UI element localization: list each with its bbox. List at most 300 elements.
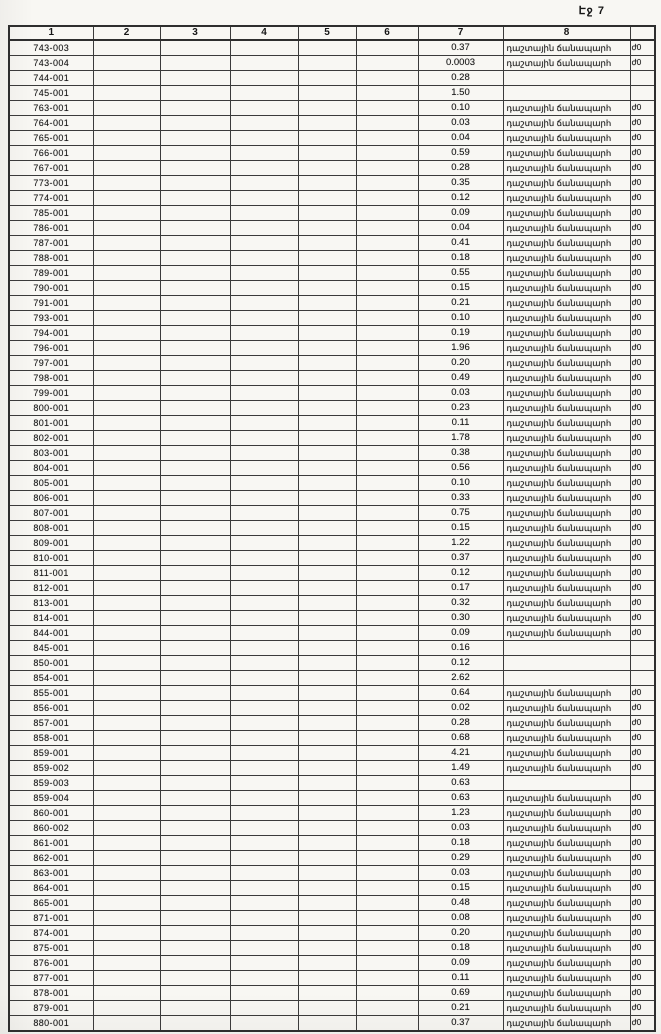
empty-cell [93,386,160,401]
edge-marker-cell: ժ0 [630,611,655,626]
parcel-code-cell: 804-001 [9,461,93,476]
empty-cell [230,686,298,701]
empty-cell [298,821,356,836]
edge-marker-cell: ժ0 [630,686,655,701]
empty-cell [356,596,418,611]
table-row [9,266,655,281]
empty-cell [160,446,230,461]
parcel-code-cell: 845-001 [9,641,93,656]
table-row [9,791,655,806]
empty-cell [230,896,298,911]
parcel-code-cell: 763-001 [9,101,93,116]
land-use-cell: դաշտային ճանապարհ [503,266,630,281]
table-row [9,761,655,776]
empty-cell [230,626,298,641]
area-value-cell: 0.03 [418,866,503,881]
edge-marker-cell: ժ0 [630,206,655,221]
empty-cell [93,671,160,686]
empty-cell [93,956,160,971]
empty-cell [93,611,160,626]
land-use-cell: դաշտային ճանապարհ [503,686,630,701]
area-value-cell: 0.11 [418,416,503,431]
area-value-cell: 1.96 [418,341,503,356]
empty-cell [298,671,356,686]
parcel-code-cell: 862-001 [9,851,93,866]
area-value-cell: 0.32 [418,596,503,611]
empty-cell [93,821,160,836]
table-row [9,341,655,356]
empty-cell [93,341,160,356]
parcel-code-cell: 789-001 [9,266,93,281]
land-use-cell: դաշտային ճանապարհ [503,101,630,116]
empty-cell [160,506,230,521]
parcel-code-cell: 744-001 [9,71,93,86]
empty-cell [160,191,230,206]
empty-cell [356,356,418,371]
empty-cell [160,281,230,296]
empty-cell [298,311,356,326]
empty-cell [356,86,418,101]
parcel-code-cell: 808-001 [9,521,93,536]
empty-cell [356,131,418,146]
edge-marker-cell: ժ0 [630,431,655,446]
empty-cell [160,461,230,476]
area-value-cell: 0.10 [418,311,503,326]
edge-marker-cell: ժ0 [630,266,655,281]
empty-cell [356,236,418,251]
empty-cell [230,866,298,881]
area-value-cell: 0.0003 [418,56,503,71]
edge-marker-cell: ժ0 [630,791,655,806]
parcel-code-cell: 858-001 [9,731,93,746]
empty-cell [356,776,418,791]
empty-cell [298,971,356,986]
parcel-code-cell: 745-001 [9,86,93,101]
table-body [9,40,655,1031]
table-row [9,221,655,236]
edge-marker-cell [630,656,655,671]
empty-cell [160,251,230,266]
empty-cell [160,926,230,941]
edge-marker-cell: ժ0 [630,356,655,371]
empty-cell [298,761,356,776]
parcel-code-cell: 788-001 [9,251,93,266]
empty-cell [356,251,418,266]
table-row [9,40,655,56]
empty-cell [93,536,160,551]
table-row [9,131,655,146]
empty-cell [356,146,418,161]
column-header-6: 6 [356,26,418,40]
land-use-cell: դաշտային ճանապարհ [503,491,630,506]
area-value-cell: 0.09 [418,626,503,641]
empty-cell [160,911,230,926]
land-use-cell: դաշտային ճանապարհ [503,476,630,491]
land-use-cell: դաշտային ճանապարհ [503,881,630,896]
empty-cell [93,971,160,986]
land-use-cell: դաշտային ճանապարհ [503,40,630,56]
land-use-cell: դաշտային ճանապարհ [503,146,630,161]
empty-cell [230,356,298,371]
land-use-cell: դաշտային ճանապարհ [503,791,630,806]
empty-cell [356,701,418,716]
empty-cell [93,761,160,776]
parcel-code-cell: 875-001 [9,941,93,956]
empty-cell [356,881,418,896]
land-use-cell: դաշտային ճանապարհ [503,236,630,251]
empty-cell [298,296,356,311]
column-header-4: 4 [230,26,298,40]
land-use-cell: դաշտային ճանապարհ [503,536,630,551]
empty-cell [230,701,298,716]
table-row [9,371,655,386]
parcel-code-cell: 864-001 [9,881,93,896]
empty-cell [230,716,298,731]
edge-marker-cell: ժ0 [630,881,655,896]
area-value-cell: 0.17 [418,581,503,596]
land-use-cell: դաշտային ճանապարհ [503,731,630,746]
empty-cell [230,86,298,101]
table-row [9,191,655,206]
empty-cell [298,701,356,716]
empty-cell [298,941,356,956]
empty-cell [93,281,160,296]
empty-cell [298,731,356,746]
table-row [9,506,655,521]
area-value-cell: 1.78 [418,431,503,446]
table-row [9,581,655,596]
land-use-cell: դաշտային ճանապարհ [503,986,630,1001]
empty-cell [93,731,160,746]
empty-cell [356,551,418,566]
land-use-cell: դաշտային ճանապարհ [503,341,630,356]
empty-cell [230,656,298,671]
empty-cell [160,776,230,791]
edge-marker-cell: ժ0 [630,986,655,1001]
empty-cell [230,461,298,476]
edge-marker-cell: ժ0 [630,716,655,731]
land-use-cell: դաշտային ճանապարհ [503,851,630,866]
empty-cell [160,626,230,641]
empty-cell [160,851,230,866]
empty-cell [298,131,356,146]
empty-cell [160,866,230,881]
empty-cell [93,236,160,251]
parcel-code-cell: 813-001 [9,596,93,611]
parcel-code-cell: 874-001 [9,926,93,941]
edge-marker-cell: ժ0 [630,536,655,551]
empty-cell [298,431,356,446]
edge-marker-cell: ժ0 [630,101,655,116]
empty-cell [230,596,298,611]
empty-cell [93,431,160,446]
edge-marker-cell: ժ0 [630,596,655,611]
empty-cell [298,791,356,806]
empty-cell [93,446,160,461]
parcel-code-cell: 791-001 [9,296,93,311]
empty-cell [230,326,298,341]
empty-cell [160,326,230,341]
empty-cell [356,431,418,446]
table-row [9,1016,655,1032]
parcel-code-cell: 854-001 [9,671,93,686]
area-value-cell: 0.03 [418,821,503,836]
empty-cell [230,566,298,581]
empty-cell [160,176,230,191]
empty-cell [356,626,418,641]
empty-cell [298,266,356,281]
table-row [9,311,655,326]
edge-marker-cell: ժ0 [630,116,655,131]
empty-cell [230,176,298,191]
empty-cell [356,956,418,971]
empty-cell [93,461,160,476]
empty-cell [298,176,356,191]
edge-marker-cell: ժ0 [630,941,655,956]
table-row [9,941,655,956]
empty-cell [298,86,356,101]
empty-cell [160,896,230,911]
empty-cell [160,101,230,116]
empty-cell [298,911,356,926]
parcel-code-cell: 766-001 [9,146,93,161]
parcel-code-cell: 786-001 [9,221,93,236]
empty-cell [298,866,356,881]
empty-cell [356,986,418,1001]
area-value-cell: 0.69 [418,986,503,1001]
parcel-code-cell: 765-001 [9,131,93,146]
empty-cell [93,911,160,926]
empty-cell [298,251,356,266]
empty-cell [93,641,160,656]
edge-marker-cell: ժ0 [630,521,655,536]
empty-cell [160,551,230,566]
parcel-code-cell: 850-001 [9,656,93,671]
table-row [9,701,655,716]
table-row [9,251,655,266]
empty-cell [160,356,230,371]
parcel-code-cell: 844-001 [9,626,93,641]
column-header-5: 5 [298,26,356,40]
parcel-code-cell: 860-001 [9,806,93,821]
edge-marker-cell [630,641,655,656]
empty-cell [356,1016,418,1032]
area-value-cell: 0.03 [418,116,503,131]
empty-cell [356,191,418,206]
edge-marker-cell: ժ0 [630,461,655,476]
empty-cell [230,431,298,446]
header-row [9,26,655,40]
land-use-cell: դաշտային ճանապարհ [503,836,630,851]
empty-cell [356,686,418,701]
empty-cell [356,386,418,401]
land-use-cell: դաշտային ճանապարհ [503,701,630,716]
empty-cell [160,881,230,896]
land-use-cell: դաշտային ճանապարհ [503,941,630,956]
empty-cell [160,791,230,806]
empty-cell [298,71,356,86]
empty-cell [93,746,160,761]
empty-cell [298,686,356,701]
parcel-code-cell: 863-001 [9,866,93,881]
table-row [9,731,655,746]
edge-marker-cell: ժ0 [630,386,655,401]
land-use-cell: դաշտային ճանապարհ [503,221,630,236]
empty-cell [230,266,298,281]
empty-cell [356,761,418,776]
empty-cell [230,161,298,176]
empty-cell [230,551,298,566]
empty-cell [298,401,356,416]
empty-cell [160,746,230,761]
parcel-code-cell: 799-001 [9,386,93,401]
empty-cell [160,386,230,401]
area-value-cell: 0.11 [418,971,503,986]
empty-cell [93,401,160,416]
edge-marker-cell: ժ0 [630,566,655,581]
land-use-cell [503,86,630,101]
empty-cell [230,761,298,776]
empty-cell [93,476,160,491]
empty-cell [298,746,356,761]
table-row [9,626,655,641]
land-parcel-table [8,25,656,1032]
empty-cell [230,836,298,851]
edge-marker-cell: ժ0 [630,971,655,986]
area-value-cell: 0.75 [418,506,503,521]
empty-cell [160,971,230,986]
empty-cell [298,476,356,491]
land-use-cell [503,656,630,671]
parcel-code-cell: 807-001 [9,506,93,521]
empty-cell [356,971,418,986]
empty-cell [230,476,298,491]
parcel-code-cell: 805-001 [9,476,93,491]
empty-cell [160,221,230,236]
area-value-cell: 0.04 [418,221,503,236]
empty-cell [298,356,356,371]
table-row [9,776,655,791]
empty-cell [230,491,298,506]
parcel-code-cell: 878-001 [9,986,93,1001]
empty-cell [356,821,418,836]
empty-cell [230,881,298,896]
empty-cell [230,611,298,626]
empty-cell [160,116,230,131]
table-row [9,821,655,836]
empty-cell [93,776,160,791]
empty-cell [160,686,230,701]
column-header-edge [630,26,655,40]
area-value-cell: 0.23 [418,401,503,416]
parcel-code-cell: 806-001 [9,491,93,506]
area-value-cell: 0.04 [418,131,503,146]
empty-cell [356,731,418,746]
empty-cell [160,1001,230,1016]
land-use-cell: դաշտային ճանապարհ [503,191,630,206]
table-row [9,686,655,701]
area-value-cell: 0.55 [418,266,503,281]
parcel-code-cell: 773-001 [9,176,93,191]
land-use-cell: դաշտային ճանապարհ [503,611,630,626]
parcel-code-cell: 855-001 [9,686,93,701]
table-row [9,836,655,851]
edge-marker-cell: ժ0 [630,581,655,596]
empty-cell [160,761,230,776]
land-use-cell: դաշտային ճանապարհ [503,326,630,341]
empty-cell [356,40,418,56]
edge-marker-cell [630,776,655,791]
parcel-code-cell: 856-001 [9,701,93,716]
area-value-cell: 0.10 [418,101,503,116]
table-row [9,956,655,971]
table-row [9,671,655,686]
table-row [9,446,655,461]
parcel-code-cell: 879-001 [9,1001,93,1016]
land-use-cell: դաշտային ճանապարհ [503,296,630,311]
empty-cell [160,401,230,416]
empty-cell [356,506,418,521]
area-value-cell: 0.59 [418,146,503,161]
table-row [9,161,655,176]
parcel-code-cell: 764-001 [9,116,93,131]
area-value-cell: 0.21 [418,296,503,311]
edge-marker-cell: ժ0 [630,251,655,266]
area-value-cell: 0.16 [418,641,503,656]
empty-cell [230,746,298,761]
empty-cell [298,851,356,866]
empty-cell [298,506,356,521]
edge-marker-cell: ժ0 [630,1001,655,1016]
empty-cell [298,116,356,131]
area-value-cell: 0.15 [418,881,503,896]
area-value-cell: 0.37 [418,40,503,56]
parcel-code-cell: 809-001 [9,536,93,551]
empty-cell [298,40,356,56]
area-value-cell: 0.28 [418,161,503,176]
empty-cell [160,296,230,311]
area-value-cell: 0.03 [418,386,503,401]
empty-cell [356,266,418,281]
area-value-cell: 0.37 [418,551,503,566]
parcel-code-cell: 861-001 [9,836,93,851]
land-use-cell: դաշտային ճանապարհ [503,371,630,386]
parcel-code-cell: 876-001 [9,956,93,971]
table-row [9,56,655,71]
table-row [9,716,655,731]
edge-marker-cell: ժ0 [630,626,655,641]
empty-cell [356,581,418,596]
empty-cell [356,806,418,821]
empty-cell [356,176,418,191]
empty-cell [356,641,418,656]
empty-cell [160,701,230,716]
column-header-7: 7 [418,26,503,40]
edge-marker-cell: ժ0 [630,146,655,161]
empty-cell [93,986,160,1001]
empty-cell [160,206,230,221]
empty-cell [356,161,418,176]
empty-cell [298,836,356,851]
empty-cell [298,281,356,296]
empty-cell [93,491,160,506]
empty-cell [93,656,160,671]
empty-cell [160,521,230,536]
empty-cell [93,116,160,131]
table-row [9,206,655,221]
page-number-label: Էջ 7 [578,5,605,17]
area-value-cell: 1.22 [418,536,503,551]
